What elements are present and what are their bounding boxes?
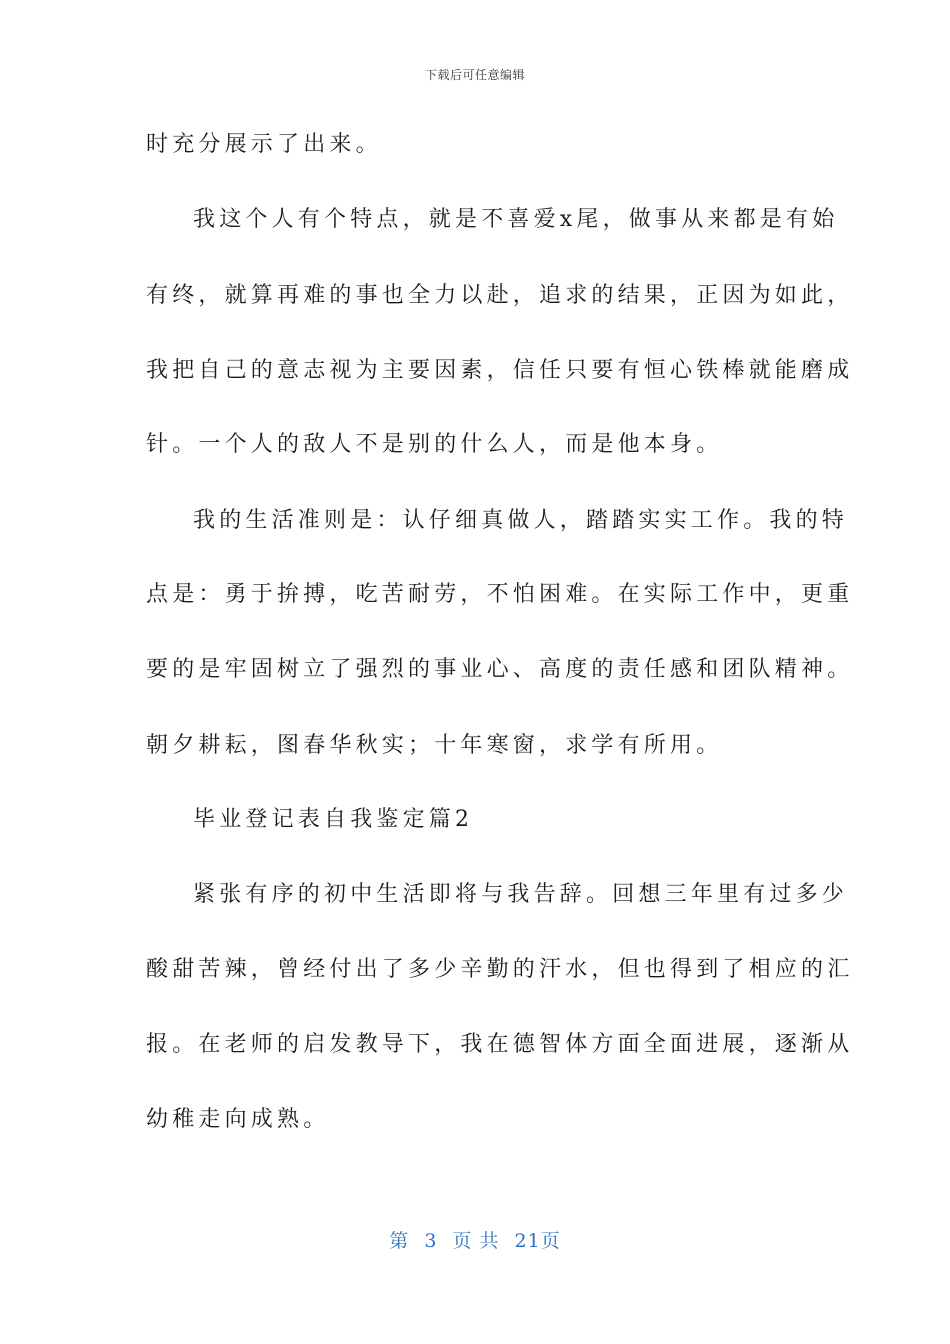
footer-of-label: 页 共 xyxy=(452,1230,500,1252)
body-line-14: 幼稚走向成熟。 xyxy=(146,1107,330,1132)
page-footer xyxy=(0,1226,950,1253)
body-line-12: 酸甜苦辣，曾经付出了多少辛勤的汗水，但也得到了相应的汇 xyxy=(146,957,854,982)
footer-current-page: 3 xyxy=(424,1230,438,1252)
body-line-11: 紧张有序的初中生活即将与我告辞。回想三年里有过多少 xyxy=(193,882,849,907)
page-header: 下载后可任意编辑 xyxy=(424,68,525,82)
body-line-6: 我的生活准则是：认仔细真做人，踏踏实实工作。我的特 xyxy=(193,508,849,533)
body-line-7: 点是：勇于拚搏，吃苦耐劳，不怕困难。在实际工作中，更重 xyxy=(146,582,854,607)
body-line-9: 朝夕耕耘，图春华秋实；十年寒窗，求学有所用。 xyxy=(146,733,723,758)
footer-total-pages: 21页 xyxy=(514,1230,561,1252)
body-line-4: 我把自己的意志视为主要因素，信任只要有恒心铁棒就能磨成 xyxy=(146,358,854,383)
body-line-13: 报。在老师的启发教导下，我在德智体方面全面进展，逐渐从 xyxy=(146,1032,854,1057)
footer-page-label: 第 xyxy=(389,1230,410,1252)
body-line-2: 我这个人有个特点，就是不喜爱x尾，做事从来都是有始 xyxy=(193,207,839,232)
body-line-8: 要的是牢固树立了强烈的事业心、高度的责任感和团队精神。 xyxy=(146,657,854,682)
section-heading: 毕业登记表自我鉴定篇2 xyxy=(193,807,474,832)
body-line-5: 针。一个人的敌人不是别的什么人，而是他本身。 xyxy=(146,432,723,457)
body-line-1: 时充分展示了出来。 xyxy=(146,132,382,157)
body-line-3: 有终，就算再难的事也全力以赴，追求的结果，正因为如此， xyxy=(146,283,854,308)
